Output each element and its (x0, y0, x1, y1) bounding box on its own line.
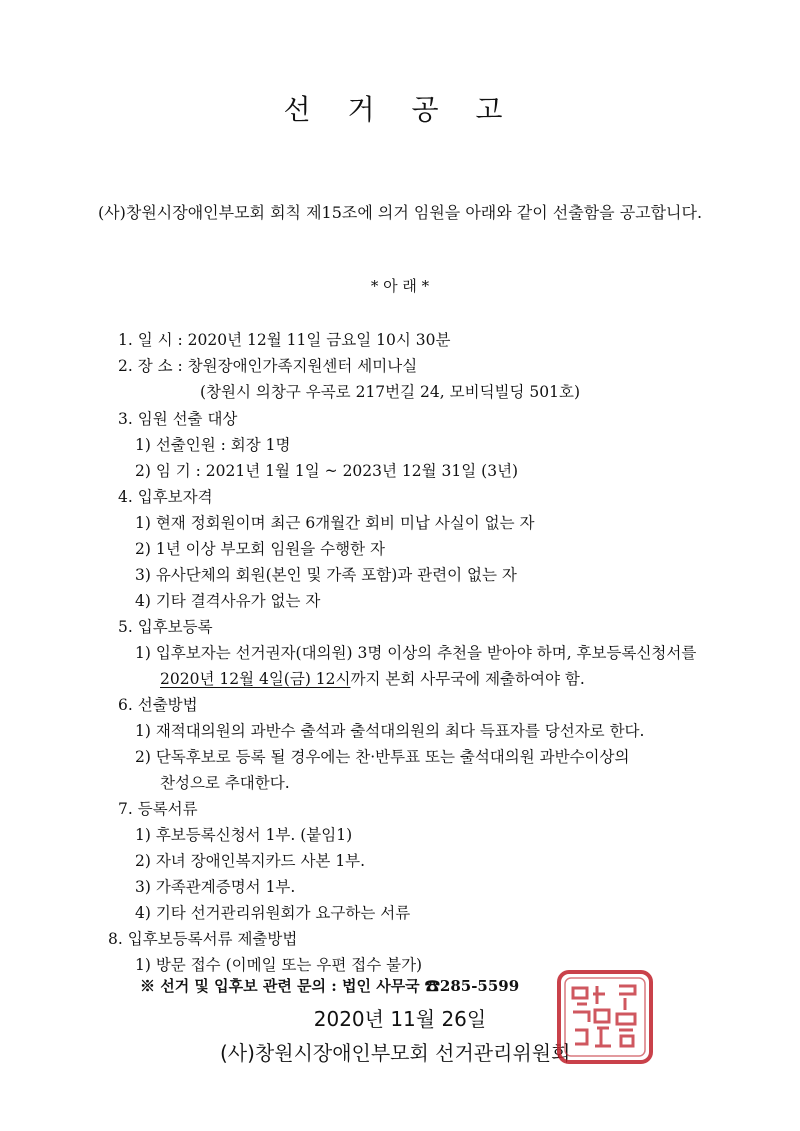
subitem-method-1: 1) 재적대의원의 과반수 출석과 출석대의원의 최다 득표자를 당선자로 한다. (135, 722, 645, 740)
subitem-doc-3: 3) 가족관계증명서 1부. (135, 878, 296, 896)
subitem-method-2: 2) 단독후보로 등록 될 경우에는 찬·반투표 또는 출석대의원 과반수이상의 (135, 748, 630, 766)
subitem-qual-1: 1) 현재 정회원이며 최근 6개월간 회비 미납 사실이 없는 자 (135, 514, 535, 532)
sub-heading: * 아 래 * (370, 277, 430, 295)
item-submission: 8. 입후보등록서류 제출방법 (108, 930, 298, 948)
subitem-method-2-cont: 찬성으로 추대한다. (160, 774, 290, 792)
subitem-doc-2: 2) 자녀 장애인복지카드 사본 1부. (135, 852, 366, 870)
item-registration: 5. 입후보등록 (118, 618, 213, 636)
announcement-date: 2020년 11월 26일 (313, 1007, 487, 1031)
inquiry-notice: ※ 선거 및 입후보 관련 문의 : 법인 사무국 ☎285-5599 (140, 977, 520, 995)
item-election-target: 3. 임원 선출 대상 (118, 410, 238, 428)
subitem-registration-deadline (160, 667, 585, 689)
item-documents: 7. 등록서류 (118, 800, 198, 818)
item-place: 2. 장 소 : 창원장애인가족지원센터 세미나실 (118, 357, 418, 375)
intro-paragraph: (사)창원시장애인부모회 회칙 제15조에 의거 임원을 아래와 같이 선출함을 공고합니다. (97, 203, 703, 222)
subitem-registration-1: 1) 입후보자는 선거권자(대의원) 3명 이상의 추천을 받아야 하며, 후보등록신청서를 (135, 644, 697, 662)
subitem-submission-1: 1) 방문 접수 (이메일 또는 우편 접수 불가) (135, 956, 423, 974)
item-place-address: (창원시 의창구 우곡로 217번길 24, 모비딕빌딩 501호) (200, 383, 581, 401)
item-qualification: 4. 입후보자격 (118, 488, 213, 506)
subitem-qual-3: 3) 유사단체의 회원(본인 및 가족 포함)과 관련이 없는 자 (135, 566, 517, 584)
subitem-qual-4: 4) 기타 결격사유가 없는 자 (135, 592, 321, 610)
item-date-time: 1. 일 시 : 2020년 12월 11일 금요일 10시 30분 (118, 331, 451, 349)
official-seal-stamp (555, 968, 655, 1066)
deadline-rest: 까지 본회 사무국에 제출하여야 함. (350, 670, 585, 688)
item-method: 6. 선출방법 (118, 696, 198, 714)
document-title: 선 거 공 고 (283, 93, 517, 126)
subitem-doc-1: 1) 후보등록신청서 1부. (붙임1) (135, 826, 353, 844)
subitem-count: 1) 선출인원 : 회장 1명 (135, 436, 291, 454)
organization-name: (사)창원시장애인부모회 선거관리위원회 (220, 1041, 571, 1065)
subitem-doc-4: 4) 기타 선거관리위원회가 요구하는 서류 (135, 904, 411, 922)
deadline-underlined: 2020년 12월 4일(금) 12시 (160, 670, 351, 688)
subitem-qual-2: 2) 1년 이상 부모회 임원을 수행한 자 (135, 540, 385, 558)
subitem-term: 2) 임 기 : 2021년 1월 1일 ~ 2023년 12월 31일 (3년) (135, 462, 519, 480)
